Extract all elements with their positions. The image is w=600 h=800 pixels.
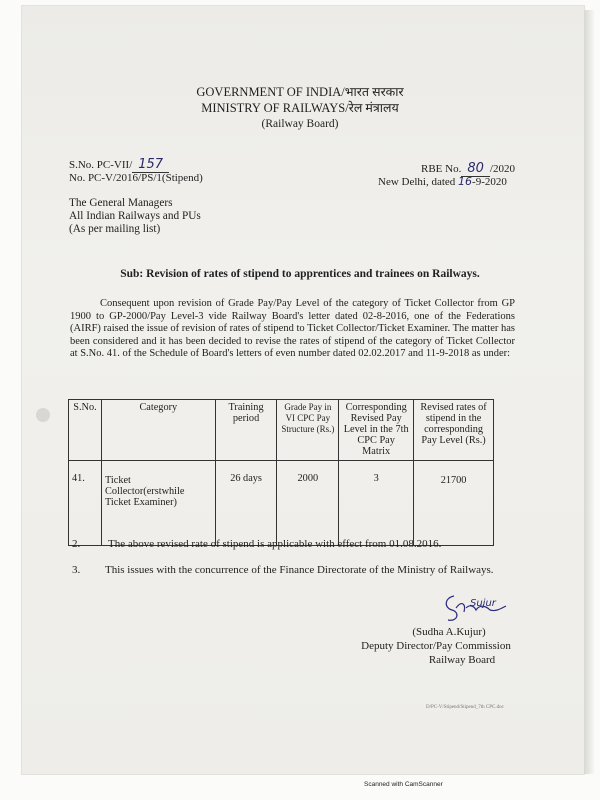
cell-pay-level: 3 bbox=[339, 461, 414, 546]
date-handwritten: 16 bbox=[458, 175, 473, 188]
signatory-office: Railway Board bbox=[428, 654, 496, 666]
para-3-text: This issues with the concurrence of the Finance Directorate of the Ministry of Railways. bbox=[105, 564, 494, 576]
signatory-name: (Sudha A.Kujur) bbox=[412, 626, 486, 638]
signature-text: Sujur bbox=[470, 598, 496, 609]
addressee-line3: (As per mailing list) bbox=[69, 223, 161, 235]
cell-grade-pay: 2000 bbox=[277, 461, 339, 546]
cell-stipend: 21700 bbox=[414, 461, 494, 546]
signatory-designation: Deputy Director/Pay Commission bbox=[361, 640, 511, 652]
letter-date bbox=[378, 175, 507, 189]
signatory bbox=[356, 625, 516, 667]
header-grade-pay: Grade Pay in VI CPC Pay Structure (Rs.) bbox=[277, 400, 339, 461]
file-path-footer: D/PC-V/Stipend/Stipend_7th CPC.doc bbox=[426, 705, 504, 710]
paragraph-1: Consequent upon revision of Grade Pay/Pay Level of the category of Ticket Collector from GP 1900 to GP-2000/Pay Level-3 vide Railway Board's letter dated 02-8-2016, one of the Federations (AIRF) raised the issue of revision of rates of stipend to Ticket Collector/Ticket Examiner. The matter has been considered and it has been decided to revise the rates of stipend of the category of Ticket Collector at S.No. 41. of the Schedule of Board's letters of even number dated 02.02.2017 and 11-9-2018 as under: bbox=[70, 298, 515, 359]
cell-category: Ticket Collector(erstwhile Ticket Examiner) bbox=[101, 461, 215, 546]
header-corresponding-level: Corresponding Revised Pay Level in the 7th CPC Pay Matrix bbox=[339, 400, 414, 461]
page-edge-shadow bbox=[584, 10, 594, 774]
rbe-handwritten: 80 bbox=[461, 161, 490, 177]
table-header-row bbox=[69, 400, 494, 461]
header-category: Category bbox=[101, 400, 215, 461]
para-2-text: The above revised rate of stipend is applicable with effect from 01.08.2016. bbox=[108, 538, 442, 550]
scanner-watermark: Scanned with CamScanner bbox=[364, 781, 443, 788]
addressee-line1: The General Managers bbox=[69, 197, 173, 209]
letterhead-ministry: MINISTRY OF RAILWAYS/रेल मंत्रालय bbox=[201, 101, 399, 115]
letterhead-board: (Railway Board) bbox=[261, 118, 339, 130]
header-sno: S.No. bbox=[69, 400, 102, 461]
para-3-number: 3. bbox=[72, 564, 81, 576]
addressee bbox=[69, 197, 201, 236]
date-prefix: New Delhi, dated bbox=[378, 176, 456, 188]
file-number: No. PC-V/2016/PS/1(Stipend) bbox=[69, 172, 203, 184]
cell-training: 26 days bbox=[215, 461, 277, 546]
rbe-number bbox=[421, 162, 515, 176]
addressee-line2: All Indian Railways and PUs bbox=[69, 210, 201, 222]
serial-handwritten: 157 bbox=[132, 157, 169, 173]
header-revised-rates: Revised rates of stipend in the corresponding Pay Level (Rs.) bbox=[414, 400, 494, 461]
serial-number bbox=[69, 158, 169, 172]
table-row bbox=[69, 461, 494, 546]
punch-hole bbox=[36, 408, 50, 422]
subject-line: Sub: Revision of rates of stipend to apprentices and trainees on Railways. bbox=[120, 268, 480, 280]
stipend-table bbox=[68, 399, 494, 546]
letterhead bbox=[170, 84, 430, 132]
rbe-prefix: RBE No. bbox=[421, 163, 462, 175]
rbe-suffix: /2020 bbox=[489, 163, 515, 175]
date-suffix: -9-2020 bbox=[472, 176, 507, 188]
header-training-period: Training period bbox=[215, 400, 277, 461]
letterhead-government: GOVERNMENT OF INDIA/भारत सरकार bbox=[196, 85, 404, 99]
para-2-number: 2. bbox=[72, 538, 81, 550]
cell-sno: 41. bbox=[69, 461, 102, 546]
serial-prefix: S.No. PC-VII/ bbox=[69, 159, 133, 171]
